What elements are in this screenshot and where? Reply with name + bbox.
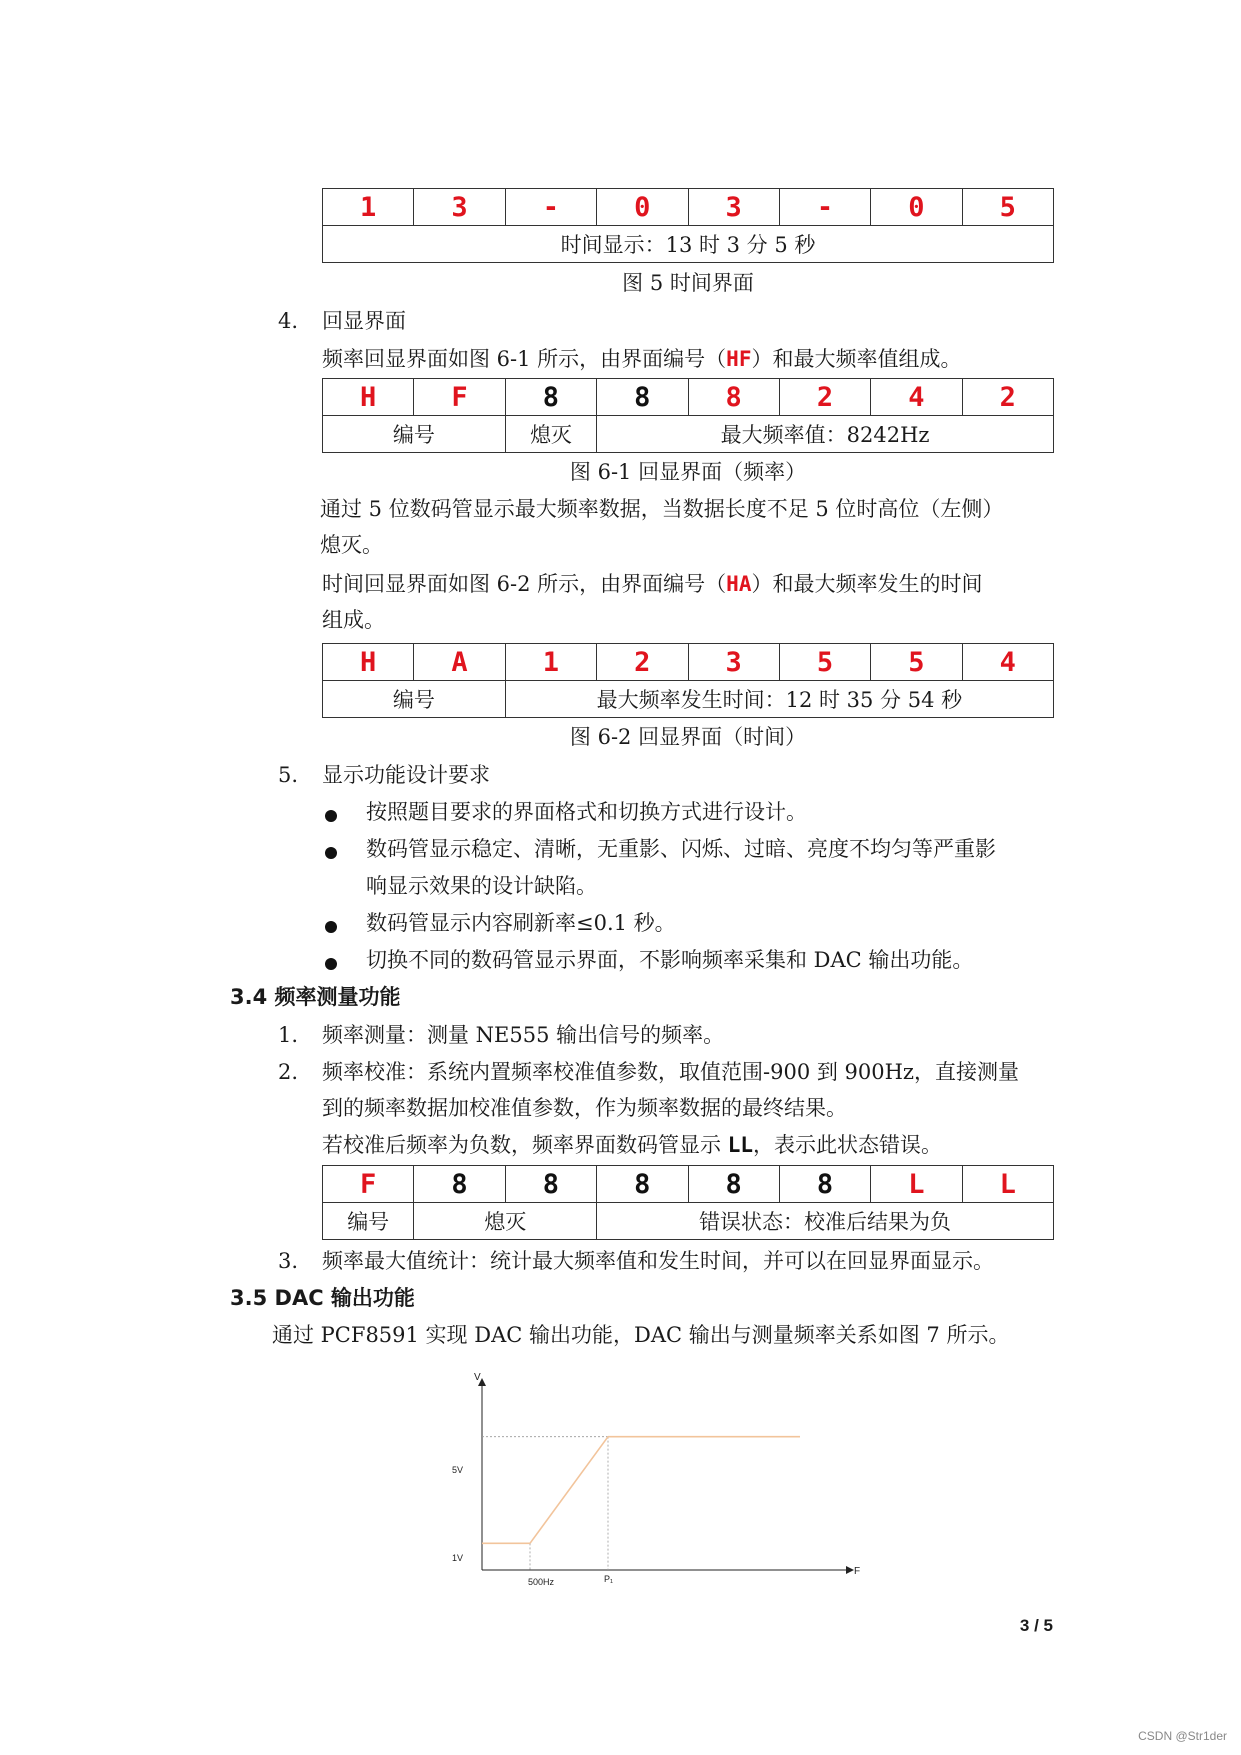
label-id: 编号 [323, 416, 506, 453]
item-number: 1. [278, 1023, 299, 1047]
bullet-item: 按照题目要求的界面格式和切换方式进行设计。 [366, 800, 807, 824]
digit-cell: 1 [323, 189, 414, 226]
digit-cell: H [323, 644, 414, 681]
label-off: 熄灭 [414, 1203, 597, 1240]
paragraph-line: 熄灭。 [320, 533, 383, 557]
label-id: 编号 [323, 681, 506, 718]
digit-cell: 0 [871, 189, 962, 226]
digit-cell: 2 [779, 379, 870, 416]
digit-cell: A [414, 644, 505, 681]
time-display-label: 时间显示：13 时 3 分 5 秒 [323, 226, 1054, 263]
intro-code: HF [726, 347, 752, 371]
label-id: 编号 [323, 1203, 414, 1240]
figure-caption-5: 图 5 时间界面 [622, 271, 754, 295]
bullet-item: 切换不同的数码管显示界面，不影响频率采集和 DAC 输出功能。 [366, 948, 974, 972]
bullet-item: 数码管显示内容刷新率≤0.1 秒。 [366, 911, 676, 935]
item-text-part: 若校准后频率为负数，频率界面数码管显示 [322, 1133, 728, 1157]
bullet-icon [325, 921, 337, 933]
digit-cell: L [962, 1166, 1053, 1203]
bullet-icon [325, 810, 337, 822]
time-display-table [322, 188, 1054, 263]
digit-cell: F [414, 379, 505, 416]
section-4-number: 4. [278, 309, 299, 333]
digit-cell: 5 [962, 189, 1053, 226]
freq-echo-table [322, 378, 1054, 453]
page-number: 3 / 5 [1019, 1616, 1053, 1635]
series-segment [530, 1437, 608, 1544]
y-axis-label: V [474, 1372, 481, 1383]
paragraph-line: 通过 5 位数码管显示最大频率数据，当数据长度不足 5 位时高位（左侧） [320, 497, 1004, 521]
digit-cell: - [505, 189, 596, 226]
digit-cell: 8 [688, 1166, 779, 1203]
item-code: LL [727, 1133, 753, 1157]
item-text: 频率最大值统计：统计最大频率值和发生时间，并可以在回显界面显示。 [322, 1249, 994, 1273]
watermark: CSDN @Str1der [1138, 1729, 1227, 1743]
dac-chart [440, 1370, 870, 1590]
digit-cell: L [871, 1166, 962, 1203]
y-tick-label: 1V [452, 1553, 464, 1563]
item-text: 频率测量：测量 NE555 输出信号的频率。 [322, 1023, 725, 1047]
section-4-title: 回显界面 [322, 309, 406, 333]
digit-cell: 8 [597, 379, 688, 416]
digit-cell: 2 [962, 379, 1053, 416]
digit-cell: 2 [597, 644, 688, 681]
label-value: 错误状态：校准后结果为负 [597, 1203, 1054, 1240]
paragraph-line: 组成。 [322, 608, 385, 632]
digit-cell: 4 [871, 379, 962, 416]
label-value: 最大频率发生时间：12 时 35 分 54 秒 [505, 681, 1053, 718]
x-tick-label: P₁ [604, 1574, 614, 1584]
figure-caption-6-2: 图 6-2 回显界面（时间） [569, 725, 807, 749]
digit-cell: 3 [688, 644, 779, 681]
section-3-4-heading: 3.4 频率测量功能 [230, 985, 401, 1009]
item-text [322, 1130, 942, 1160]
para-code: HA [726, 572, 752, 596]
bullet-icon [325, 958, 337, 970]
bullet-item: 数码管显示稳定、清晰，无重影、闪烁、过暗、亮度不均匀等严重影 [366, 837, 996, 861]
digit-cell: 8 [414, 1166, 505, 1203]
x-tick-label: 500Hz [528, 1577, 555, 1587]
digit-cell: 8 [779, 1166, 870, 1203]
para-text: 时间回显界面如图 6-2 所示，由界面编号（ [322, 572, 727, 596]
paragraph-line [322, 569, 982, 599]
label-off: 熄灭 [505, 416, 596, 453]
digit-cell: 5 [779, 644, 870, 681]
section-3-5-heading: 3.5 DAC 输出功能 [230, 1286, 415, 1310]
digit-cell: 8 [688, 379, 779, 416]
figure-caption-6-1: 图 6-1 回显界面（频率） [569, 460, 807, 484]
bullet-item-continued: 响显示效果的设计缺陷。 [366, 874, 597, 898]
label-value: 最大频率值：8242Hz [597, 416, 1054, 453]
dac-series [482, 1437, 800, 1570]
digit-cell: 5 [871, 644, 962, 681]
bullet-icon [325, 847, 337, 859]
item-number: 2. [278, 1060, 299, 1084]
digit-cell: 8 [505, 1166, 596, 1203]
y-tick-label: 5V [452, 1465, 464, 1475]
digit-cell: 8 [597, 1166, 688, 1203]
item-number: 3. [278, 1249, 299, 1273]
item-text-part: ，表示此状态错误。 [752, 1133, 942, 1157]
digit-cell: 8 [505, 379, 596, 416]
time-echo-table [322, 643, 1054, 718]
digit-cell: - [779, 189, 870, 226]
item-text: 到的频率数据加校准值参数，作为频率数据的最终结果。 [322, 1096, 847, 1120]
item-text: 频率校准：系统内置频率校准值参数，取值范围-900 到 900Hz，直接测量 [322, 1060, 1019, 1084]
error-display-table [322, 1165, 1054, 1240]
digit-cell: F [323, 1166, 414, 1203]
section-5-title: 显示功能设计要求 [322, 763, 490, 787]
digit-cell: 4 [962, 644, 1053, 681]
section-5-number: 5. [278, 763, 299, 787]
intro-text: ）和最大频率值组成。 [751, 347, 962, 371]
section-3-5-text: 通过 PCF8591 实现 DAC 输出功能，DAC 输出与测量频率关系如图 7 所示。 [272, 1323, 1010, 1347]
x-axis-label: F [854, 1566, 861, 1577]
section-4-intro [322, 344, 961, 374]
digit-cell: 0 [597, 189, 688, 226]
intro-text: 频率回显界面如图 6-1 所示，由界面编号（ [322, 347, 727, 371]
digit-cell: H [323, 379, 414, 416]
digit-cell: 3 [688, 189, 779, 226]
digit-cell: 3 [414, 189, 505, 226]
para-text: ）和最大频率发生的时间 [751, 572, 983, 596]
digit-cell: 1 [505, 644, 596, 681]
